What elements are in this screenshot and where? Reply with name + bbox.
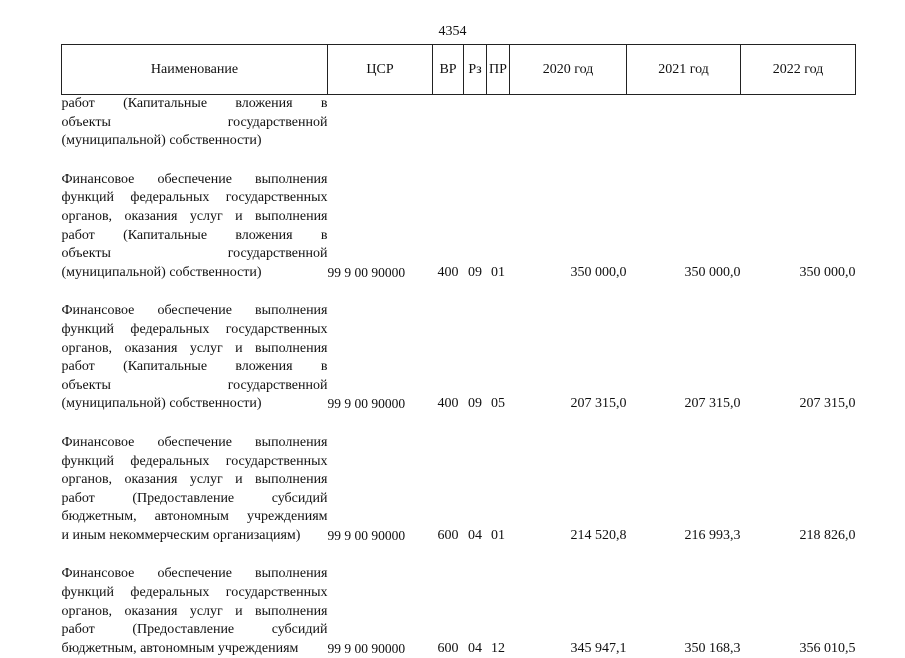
row-vr xyxy=(433,95,464,151)
row-name-line: органов, оказания услуг и выполнения xyxy=(62,340,328,359)
row-rz: 04 xyxy=(464,565,487,658)
row-vr: 400 xyxy=(433,171,464,283)
row-name-line: функций федеральных государственных xyxy=(62,584,328,603)
row-name-line: органов, оказания услуг и выполнения xyxy=(62,603,328,622)
row-value-2022: 218 826,0 xyxy=(741,434,856,546)
header-name: Наименование xyxy=(62,45,328,95)
row-csr: 99 9 00 90000 xyxy=(328,434,433,546)
page-number: 4354 xyxy=(0,24,905,40)
row-csr: 99 9 00 90000 xyxy=(328,565,433,658)
row-pr: 05 xyxy=(487,302,510,414)
table-row xyxy=(62,171,856,283)
row-value-2020 xyxy=(510,95,627,151)
row-value-2021: 350 000,0 xyxy=(627,171,741,283)
row-name-line: (муниципальной) собственности) xyxy=(62,264,328,283)
row-name-line: работ (Предоставление субсидий xyxy=(62,490,328,509)
row-name xyxy=(62,302,328,414)
row-rz xyxy=(464,95,487,151)
row-spacer xyxy=(62,282,856,302)
table-row xyxy=(62,565,856,658)
header-2020: 2020 год xyxy=(510,45,627,95)
row-value-2021 xyxy=(627,95,741,151)
row-name-line: Финансовое обеспечение выполнения xyxy=(62,434,328,453)
row-pr xyxy=(487,95,510,151)
row-vr: 600 xyxy=(433,565,464,658)
row-name-line: объекты государственной xyxy=(62,377,328,396)
row-name-line: бюджетным, автономным учреждениям xyxy=(62,640,328,658)
row-name-line: Финансовое обеспечение выполнения xyxy=(62,302,328,321)
row-name-line: (муниципальной) собственности) xyxy=(62,395,328,414)
row-name-line: работ (Капитальные вложения в xyxy=(62,95,328,114)
row-name-line: органов, оказания услуг и выполнения xyxy=(62,208,328,227)
row-csr: 99 9 00 90000 xyxy=(328,302,433,414)
row-value-2020: 207 315,0 xyxy=(510,302,627,414)
header-rz: Рз xyxy=(464,45,487,95)
row-value-2021: 350 168,3 xyxy=(627,565,741,658)
row-name xyxy=(62,434,328,546)
row-value-2022: 356 010,5 xyxy=(741,565,856,658)
row-name-line: объекты государственной xyxy=(62,114,328,133)
row-name-line: органов, оказания услуг и выполнения xyxy=(62,471,328,490)
row-csr: 99 9 00 90000 xyxy=(328,171,433,283)
row-pr: 01 xyxy=(487,171,510,283)
row-value-2020: 345 947,1 xyxy=(510,565,627,658)
table-row xyxy=(62,434,856,546)
header-2021: 2021 год xyxy=(627,45,741,95)
row-rz: 09 xyxy=(464,171,487,283)
header-vr: ВР xyxy=(433,45,464,95)
row-rz: 09 xyxy=(464,302,487,414)
row-name-line: и иным некоммерческим организациям) xyxy=(62,527,328,546)
header-csr: ЦСР xyxy=(328,45,433,95)
row-vr: 400 xyxy=(433,302,464,414)
row-pr: 01 xyxy=(487,434,510,546)
row-value-2020: 350 000,0 xyxy=(510,171,627,283)
row-name-line: функций федеральных государственных xyxy=(62,453,328,472)
row-value-2022: 350 000,0 xyxy=(741,171,856,283)
row-value-2022: 207 315,0 xyxy=(741,302,856,414)
table-row xyxy=(62,95,856,151)
table-body xyxy=(62,95,856,658)
row-name-line: функций федеральных государственных xyxy=(62,189,328,208)
row-name-line: работ (Предоставление субсидий xyxy=(62,621,328,640)
row-spacer xyxy=(62,151,856,171)
row-pr: 12 xyxy=(487,565,510,658)
row-value-2021: 207 315,0 xyxy=(627,302,741,414)
header-pr: ПР xyxy=(487,45,510,95)
row-spacer xyxy=(62,545,856,565)
budget-table xyxy=(61,44,856,658)
row-name-line: работ (Капитальные вложения в xyxy=(62,227,328,246)
row-spacer xyxy=(62,414,856,434)
table-row xyxy=(62,302,856,414)
row-csr xyxy=(328,95,433,151)
row-value-2022 xyxy=(741,95,856,151)
row-value-2021: 216 993,3 xyxy=(627,434,741,546)
row-rz: 04 xyxy=(464,434,487,546)
row-name-line: объекты государственной xyxy=(62,245,328,264)
header-row xyxy=(62,45,856,95)
header-2022: 2022 год xyxy=(741,45,856,95)
row-name-line: функций федеральных государственных xyxy=(62,321,328,340)
row-name xyxy=(62,95,328,151)
row-name-line: (муниципальной) собственности) xyxy=(62,132,328,151)
row-name-line: Финансовое обеспечение выполнения xyxy=(62,565,328,584)
row-name-line: Финансовое обеспечение выполнения xyxy=(62,171,328,190)
row-name xyxy=(62,171,328,283)
row-value-2020: 214 520,8 xyxy=(510,434,627,546)
row-vr: 600 xyxy=(433,434,464,546)
row-name-line: бюджетным, автономным учреждениям xyxy=(62,508,328,527)
row-name-line: работ (Капитальные вложения в xyxy=(62,358,328,377)
row-name xyxy=(62,565,328,658)
